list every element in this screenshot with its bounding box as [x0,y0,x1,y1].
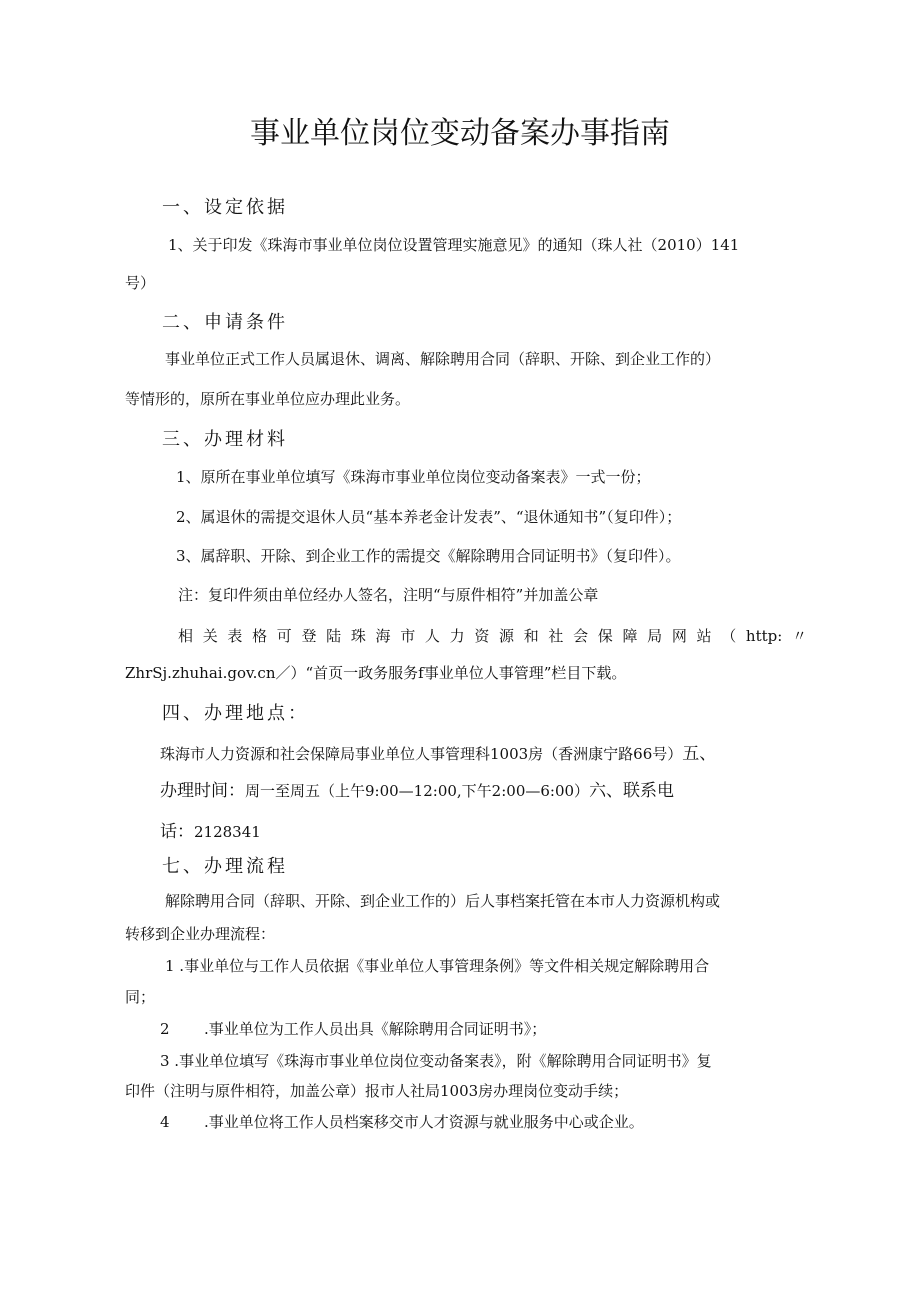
conditions-line-1: 事业单位正式工作人员属退休、调离、解除聘用合同（辞职、开除、到企业工作的） [165,350,721,368]
phone-number: 2128341 [194,823,261,841]
conditions-line-2: 等情形的，原所在事业单位应办理此业务。 [125,390,411,408]
process-step-4-number: 4 [160,1113,170,1131]
process-intro-line-2: 转移到企业办理流程： [125,925,276,943]
office-hours: 周一至周五（上午9:00—12:00,下午2:00—6:00） [245,782,590,800]
materials-note: 注：复印件须由单位经办人签名，注明“与原件相符”并加盖公章 [178,586,599,604]
materials-website-line-1: 相关表格可登陆珠海市人力资源和社会保障局网站（http:〃 [178,627,807,645]
location-address: 珠海市人力资源和社会保障局事业单位人事管理科1003房（香洲康宁路66号） [160,745,683,763]
section-heading-conditions: 二、申请条件 [162,312,288,333]
process-step-2-number: 2 [160,1020,170,1038]
process-step-3-line-2: 印件（注明与原件相符，加盖公章）报市人社局1003房办理岗位变动手续； [125,1082,629,1100]
section-heading-process: 七、办理流程 [162,856,288,877]
section-heading-phone-prefix: 六、联系电 [589,781,675,801]
process-step-1-line-1: 1 .事业单位与工作人员依据《事业单位人事管理条例》等文件相关规定解除聘用合 [165,957,710,975]
section-heading-materials: 三、办理材料 [162,429,288,450]
materials-item-2: 2、属退休的需提交退休人员“基本养老金计发表”、“退休通知书”（复印件）； [176,508,682,526]
process-step-4 [160,1111,644,1132]
process-step-2-text: .事业单位为工作人员出具《解除聘用合同证明书》； [204,1020,547,1038]
process-step-1-line-2: 同； [125,988,156,1006]
materials-website-line-2: ZhrSj.zhuhai.gov.cn／）“首页一政务服务f事业单位人事管理”栏目下载。 [125,664,627,682]
section-heading-phone: 话： [160,822,194,842]
page-title: 事业单位岗位变动备案办事指南 [250,116,670,151]
location-line-3 [160,817,261,842]
basis-line-1: 1、关于印发《珠海市事业单位岗位设置管理实施意见》的通知（珠人社（2010）141 [168,236,740,254]
section-heading-time: 办理时间： [160,781,245,801]
location-line-2 [160,776,674,801]
process-intro-line-1: 解除聘用合同（辞职、开除、到企业工作的）后人事档案托管在本市人力资源机构或 [165,892,721,910]
basis-line-2: 号） [125,274,156,292]
process-step-3-line-1: 3 .事业单位填写《珠海市事业单位岗位变动备案表》，附《解除聘用合同证明书》复 [160,1052,712,1070]
materials-item-1: 1、原所在事业单位填写《珠海市事业单位岗位变动备案表》一式一份； [176,468,651,486]
section-heading-location: 四、办理地点： [162,703,309,724]
process-step-4-text: .事业单位将工作人员档案移交市人才资源与就业服务中心或企业。 [204,1113,644,1131]
section-heading-time-prefix: 五、 [682,744,717,764]
section-heading-basis: 一、设定依据 [162,197,288,218]
location-line-1 [160,739,716,764]
process-step-2 [160,1018,546,1039]
materials-item-3: 3、属辞职、开除、到企业工作的需提交《解除聘用合同证明书》（复印件）。 [176,547,681,565]
